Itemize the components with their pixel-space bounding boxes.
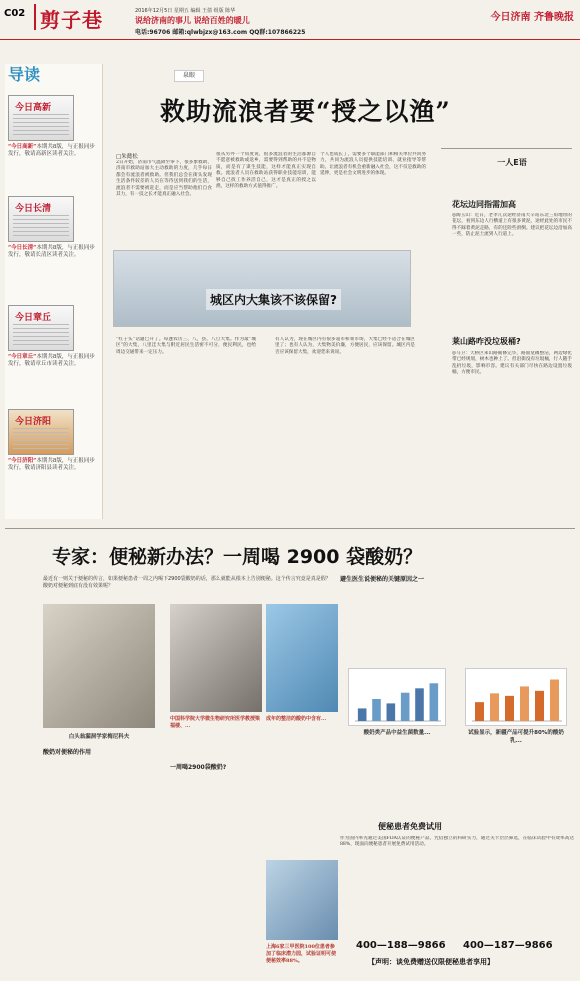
chart-bar [550, 680, 559, 721]
shop-caption: 上海6家三甲医院100位患者参加了临床潜力园，试验证明可使便秘效率88%。 [266, 944, 337, 964]
portrait-caption: 白头翁漏洞学家梅尼科夫 [68, 734, 130, 740]
feature-col1: 2日开始，济南市气温降至零下，很多象救助、济南市救助站加大主动救助的力度，几乎每日都会有流浪者被救助。但我们总会在街头发现生活条件较差的人员在等待送到我们的生活，流浪者不需要被赶走，而是应当帮助他们自食其力，有一技之长才能真正融入社会。 [116, 160, 212, 198]
masthead-rule [34, 4, 36, 30]
chart-bar [535, 691, 544, 721]
ad-title: 便秘患者免费试用 [378, 822, 442, 831]
feature-col3: 个人也成长了，需要多个职能部门和相关单位共同努力，共同为流浪人员提供技能培训、就业指导等帮助。让流浪者有机会重新融入社会，这不仅是救助的延伸，更是社会文明进步的体现。 [320, 152, 426, 177]
guide-item[interactable]: 今日长清 “今日长清”本期共8版，与正报同步发行，敬请长清区读者关注。 [8, 196, 100, 259]
ad-body [340, 744, 574, 814]
phone-number-2[interactable]: 400—187—9866 [463, 940, 553, 951]
chart-caption-2: 试验显示，新疆产品可提升80%的酸奶乳... [468, 730, 564, 744]
guide-thumbnail: 今日章丘 [8, 305, 74, 351]
bottom-sub: 最近有一则关于便秘的传言，如果便秘患者一周之内喝下2900袋酸奶的话，那么就能从根本上告别便秘。这个传言究竟是真是假？酸奶对便秘到底有没有效果呢？ [43, 576, 331, 589]
feature-col2: 很从另外一个角度说，很多流浪者的生活都源自不愿意被救助或返乡，需要得到帮助的并不是物质，而是有了谋生技能，这样才能真正实现自救。流浪者人员在救助站获得职业技能培训，能够自己找工作养活自己，这才是真正的授之以渔，这样的救助方式值得推广。 [216, 152, 316, 190]
feature-byline: □朱懿松 [116, 154, 138, 160]
shop-caption-top: 成年的整洁的酸奶中含有... [266, 716, 327, 722]
shop-photo [266, 604, 338, 712]
section-name: 剪子巷 [40, 8, 103, 32]
chart-bar [505, 696, 514, 721]
right-item1-title: 花坛边同指需加高 [452, 200, 516, 209]
chart-bar [358, 708, 367, 721]
chart-caption-1: 酸奶类产品中益生菌数量... [363, 730, 431, 736]
phone-number-1[interactable]: 400—188—9866 [356, 940, 446, 951]
brand-logo: 今日济南 齐鲁晚报 [490, 12, 574, 23]
article-body-2 [170, 776, 262, 968]
market-photo-title: 城区内大集该不该保留? [206, 289, 341, 310]
ad-statement: 【声明：谈免费赠送仅限便秘患者享用】 [368, 958, 494, 966]
masthead-meta: 2016年12月5日 星期五 编辑 王倩 组版 陈华 [135, 8, 236, 14]
right-item2-text: ◎马卫：天桥区莱山路铺修完毕，路面宽敞整洁，两边绿化带已经规划，树木也种上了。但沿街没有垃圾桶，行人随手乱扔垃圾，影响市容。建议有关部门尽快在路边设置垃圾桶，方便市民。 [452, 351, 572, 376]
chart-bar [372, 699, 381, 721]
chart-bar [415, 688, 424, 721]
chart-1-svg [349, 669, 447, 727]
article-body-1 [43, 760, 155, 970]
right-section-label: 一人E语 [497, 158, 527, 167]
feature-headline: 救助流浪者要“授之以渔” [160, 97, 451, 126]
page-number: C02 [4, 8, 26, 19]
right-rule [441, 148, 572, 149]
bar-chart-1 [348, 668, 446, 726]
chart-bar [475, 702, 484, 721]
right-item2-title: 莱山路咋没垃圾桶? [452, 337, 521, 346]
expert-caption: 中国科学院大学微生物研究所医学教授梁福楼、... [170, 716, 261, 729]
question-one: 一周喝2900袋酸奶? [170, 764, 227, 771]
guide-thumbnail: 今日高新 [8, 95, 74, 141]
guide-item[interactable]: 今日章丘 “今日章丘”本期共8版，与正报同步发行，敬请章丘市读者关注。 [8, 305, 100, 368]
expert-photo [170, 604, 262, 712]
feature-eyebrow: 泉眼 [174, 70, 204, 82]
question-two: 酸奶对便秘的作用 [43, 749, 92, 756]
ad-text: 作为国内率先通过美国FDA认证的便秘产品，凭借独立的科研实力，通过关卡层层筛选，在临床试验中有效率高达88%，现面向便秘患者开展免费试用活动。 [340, 836, 574, 848]
guide-title: 导读 [8, 65, 41, 84]
hospital-photo [266, 860, 338, 940]
bar-chart-2 [465, 668, 567, 726]
chart-bar [387, 703, 396, 721]
chart-bar [490, 693, 499, 721]
guide-item[interactable]: 今日高新 “今日高新”本期共8版，与正报同步发行，敬请高新区读者关注。 [8, 95, 100, 158]
masthead-contact: 电话:96706 邮箱:qlwbjzx@163.com QQ群:107866225 [135, 29, 306, 36]
ad-article-head: 避生医生说便秘的关键原因之一 [340, 576, 425, 583]
bottom-headline: 专家：便秘新办法？一周喝 2900 袋酸奶？ [52, 546, 423, 568]
guide-thumbnail: 今日济阳 [8, 409, 74, 455]
guide-thumbnail: 今日长清 [8, 196, 74, 242]
box-col1: “红子头”话题已开了。每逢农历三、八，县、八旦大集。作为最“城区”的大集，八里洼大集与附近居民生活密不可分，便民利民，也给周边交通带来一定压力。 [116, 337, 256, 355]
chart-bar [401, 693, 410, 721]
box-col2: 有人认为，现在城区内有很多超市和菜市场，大集已经不适合在城区里了；也有人认为，大集物美价廉，方便居民，应该保留。城区内是否应该保留大集，欢迎您来说说。 [275, 337, 415, 355]
chart-bar [430, 683, 439, 721]
portrait-image [43, 604, 155, 728]
right-item1-text: ◎陶玉山：近日，老孝几次途经济南大辛站东北三角地带的花坛，看到东边人行横道上有很多黄泥，途经此处的市民不得不踩着黄泥走路，有的还险些滑倒。建议把花坛边沿加高一些，防止泥土流到人行道上。 [452, 213, 572, 238]
section-divider [5, 528, 575, 529]
chart-2-svg [466, 669, 568, 727]
ad-intro [340, 582, 574, 664]
chart-bar [520, 686, 529, 721]
masthead-slogan: 说给济南的事儿 说给百姓的暖儿 [135, 16, 250, 25]
guide-item[interactable]: 今日济阳 “今日济阳”本期共8版，与正报同步发行，敬请济阳县读者关注。 [8, 409, 100, 472]
